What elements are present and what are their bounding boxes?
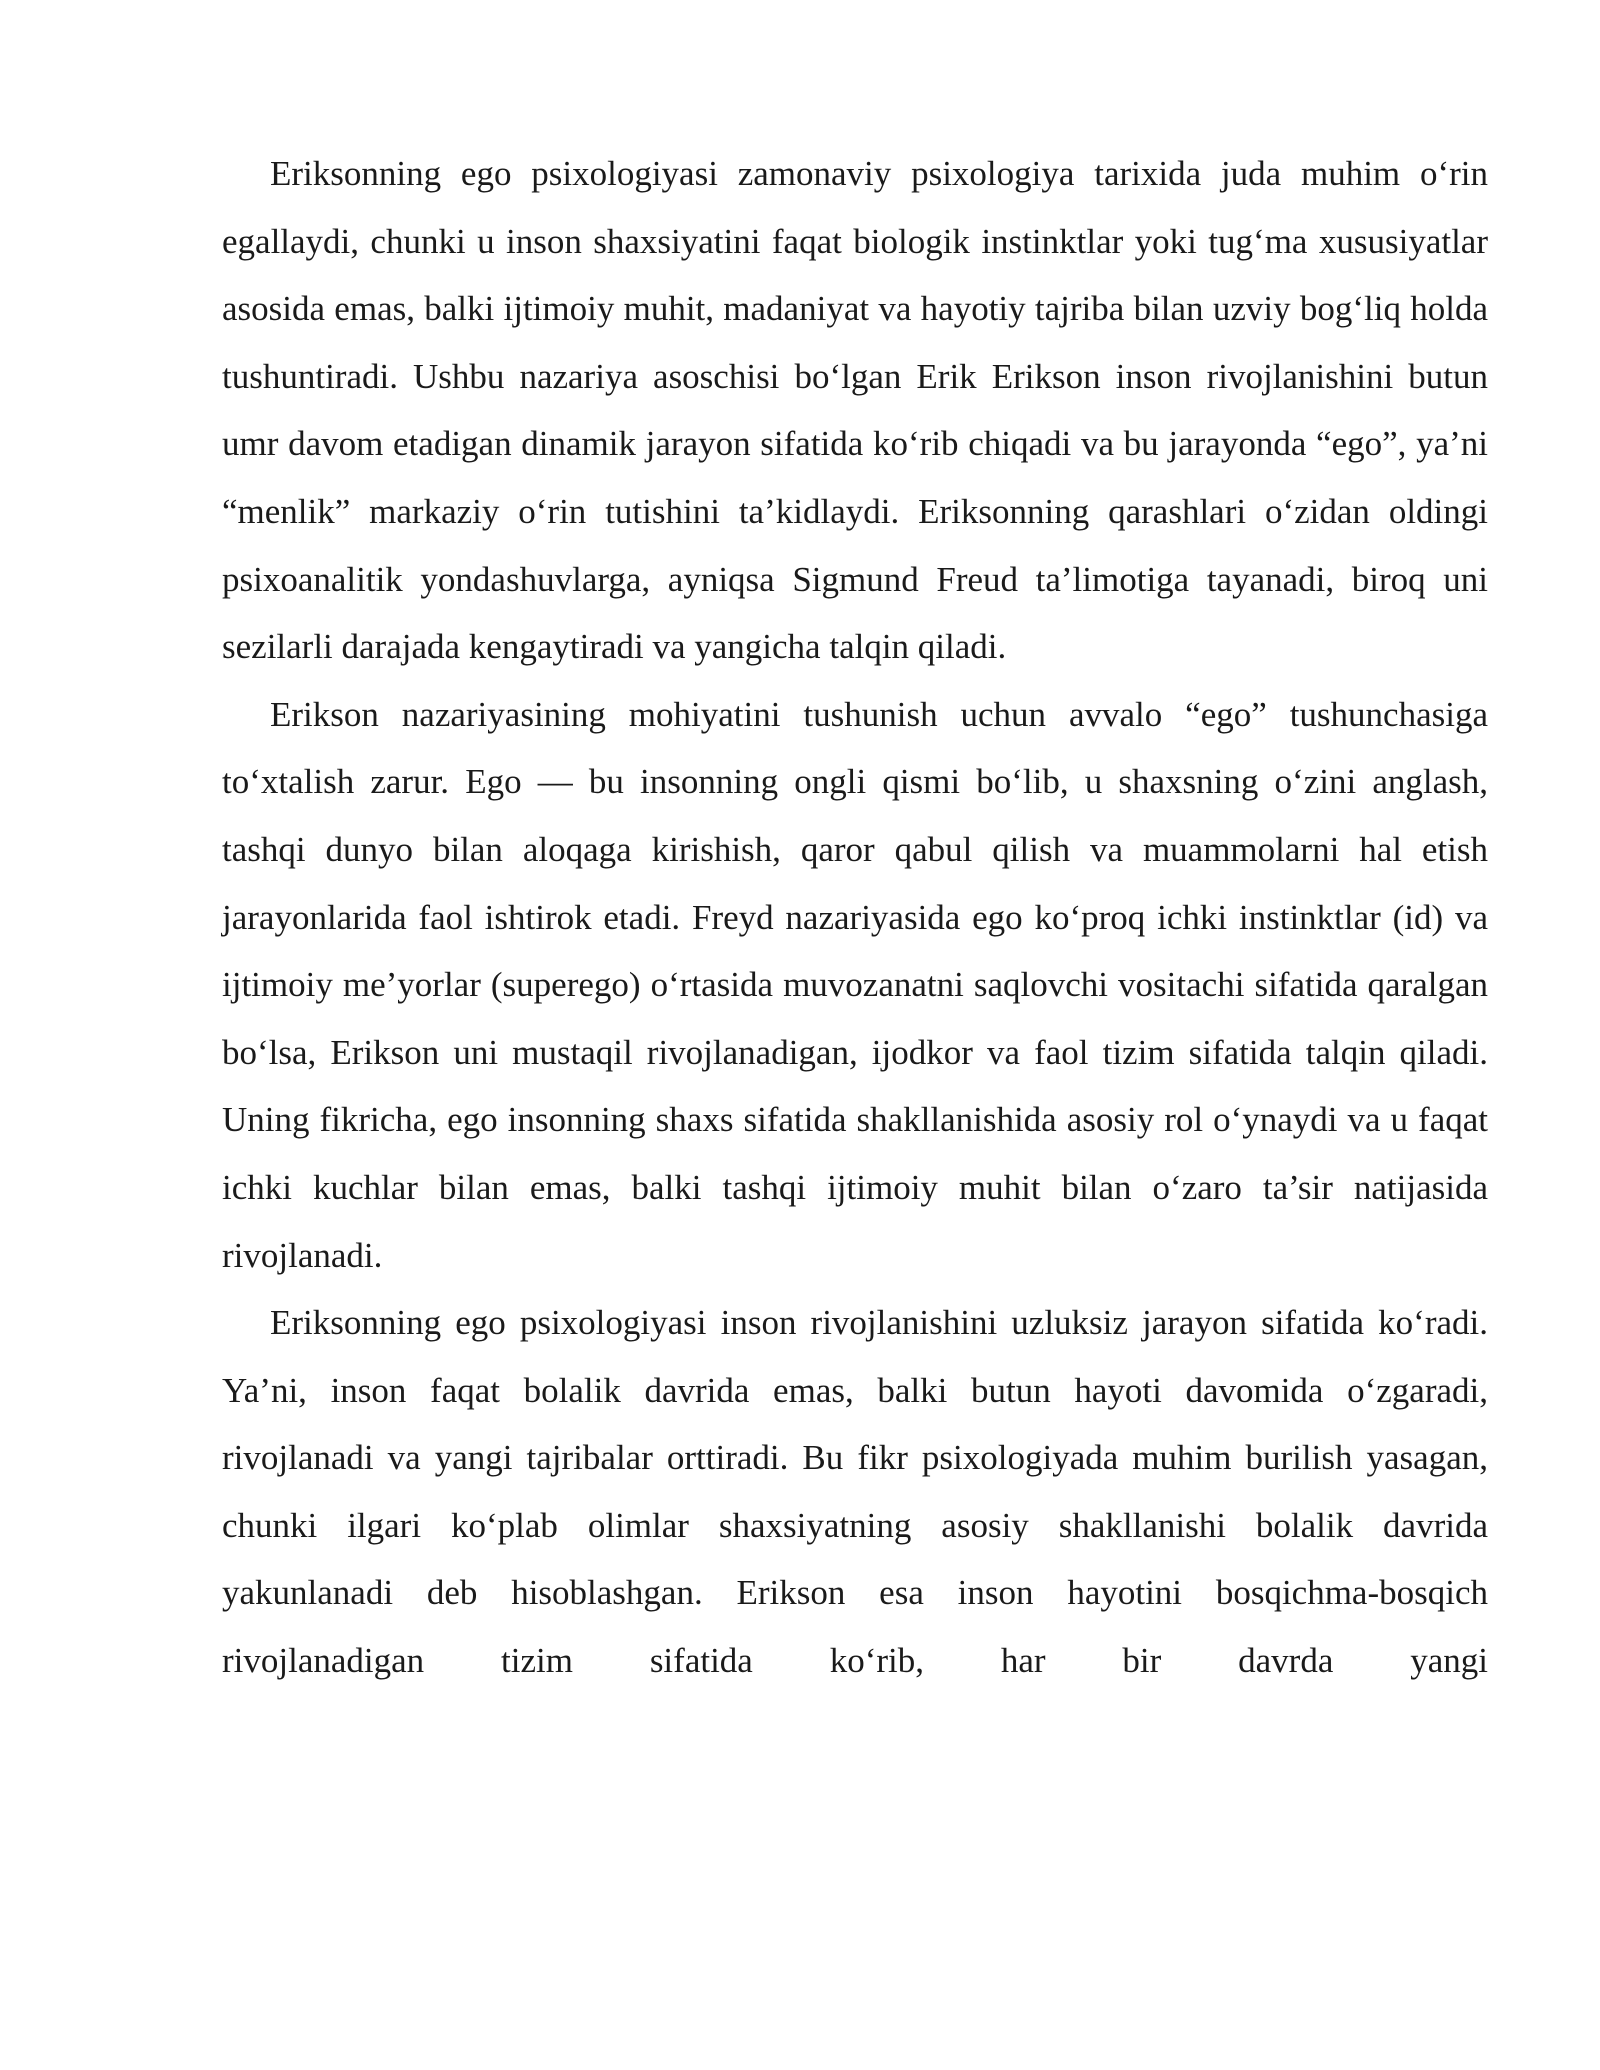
- paragraph-2: Erikson nazariyasining mohiyatini tushunish uchun avvalo “ego” tushunchasiga to‘xtalish zarur. Ego — bu insonning ongli qismi bo‘lib, u shaxsning o‘zini anglash, tashqi dunyo bilan aloqaga kirishish, qaror qabul qilish va muammolarni hal etish jarayonlarida faol ishtirok etadi. Freyd nazariyasida ego ko‘proq ichki instinktlar (id) va ijtimoiy me’yorlar (superego) o‘rtasida muvozanatni saqlovchi vositachi sifatida qaralgan bo‘lsa, Erikson uni mustaqil rivojlanadigan, ijodkor va faol tizim sifatida talqin qiladi. Uning fikricha, ego insonning shaxs sifatida shakllanishida asosiy rol o‘ynaydi va u faqat ichki kuchlar bilan emas, balki tashqi ijtimoiy muhit bilan o‘zaro ta’sir natijasida rivojlanadi.: [222, 694, 1488, 1275]
- paragraph-1: Eriksonning ego psixologiyasi zamonaviy psixologiya tarixida juda muhim o‘rin egallaydi, chunki u inson shaxsiyatini faqat biologik instinktlar yoki tug‘ma xususiyatlar asosida emas, balki ijtimoiy muhit, madaniyat va hayotiy tajriba bilan uzviy bog‘liq holda tushuntiradi. Ushbu nazariya asoschisi bo‘lgan Erik Erikson inson rivojlanishini butun umr davom etadigan dinamik jarayon sifatida ko‘rib chiqadi va bu jarayonda “ego”, ya’ni “menlik” markaziy o‘rin tutishini ta’kidlaydi. Eriksonning qarashlari o‘zidan oldingi psixoanalitik yondashuvlarga, ayniqsa Sigmund Freud ta’limotiga tayanadi, biroq uni sezilarli darajada kengaytiradi va yangicha talqin qiladi.: [222, 154, 1488, 667]
- paragraph-3: Eriksonning ego psixologiyasi inson rivojlanishini uzluksiz jarayon sifatida ko‘radi. Ya’ni, inson faqat bolalik davrida emas, balki butun hayoti davomida o‘zgaradi, rivojlanadi va yangi tajribalar orttiradi. Bu fikr psixologiyada muhim burilish yasagan, chunki ilgari ko‘plab olimlar shaxsiyatning asosiy shakllanishi bolalik davrida yakunlanadi deb hisoblashgan. Erikson esa inson hayotini bosqichma-bosqich rivojlanadigan tizim sifatida ko‘rib, har bir davrda yangi: [222, 1303, 1488, 1681]
- document-body: [222, 140, 1488, 1695]
